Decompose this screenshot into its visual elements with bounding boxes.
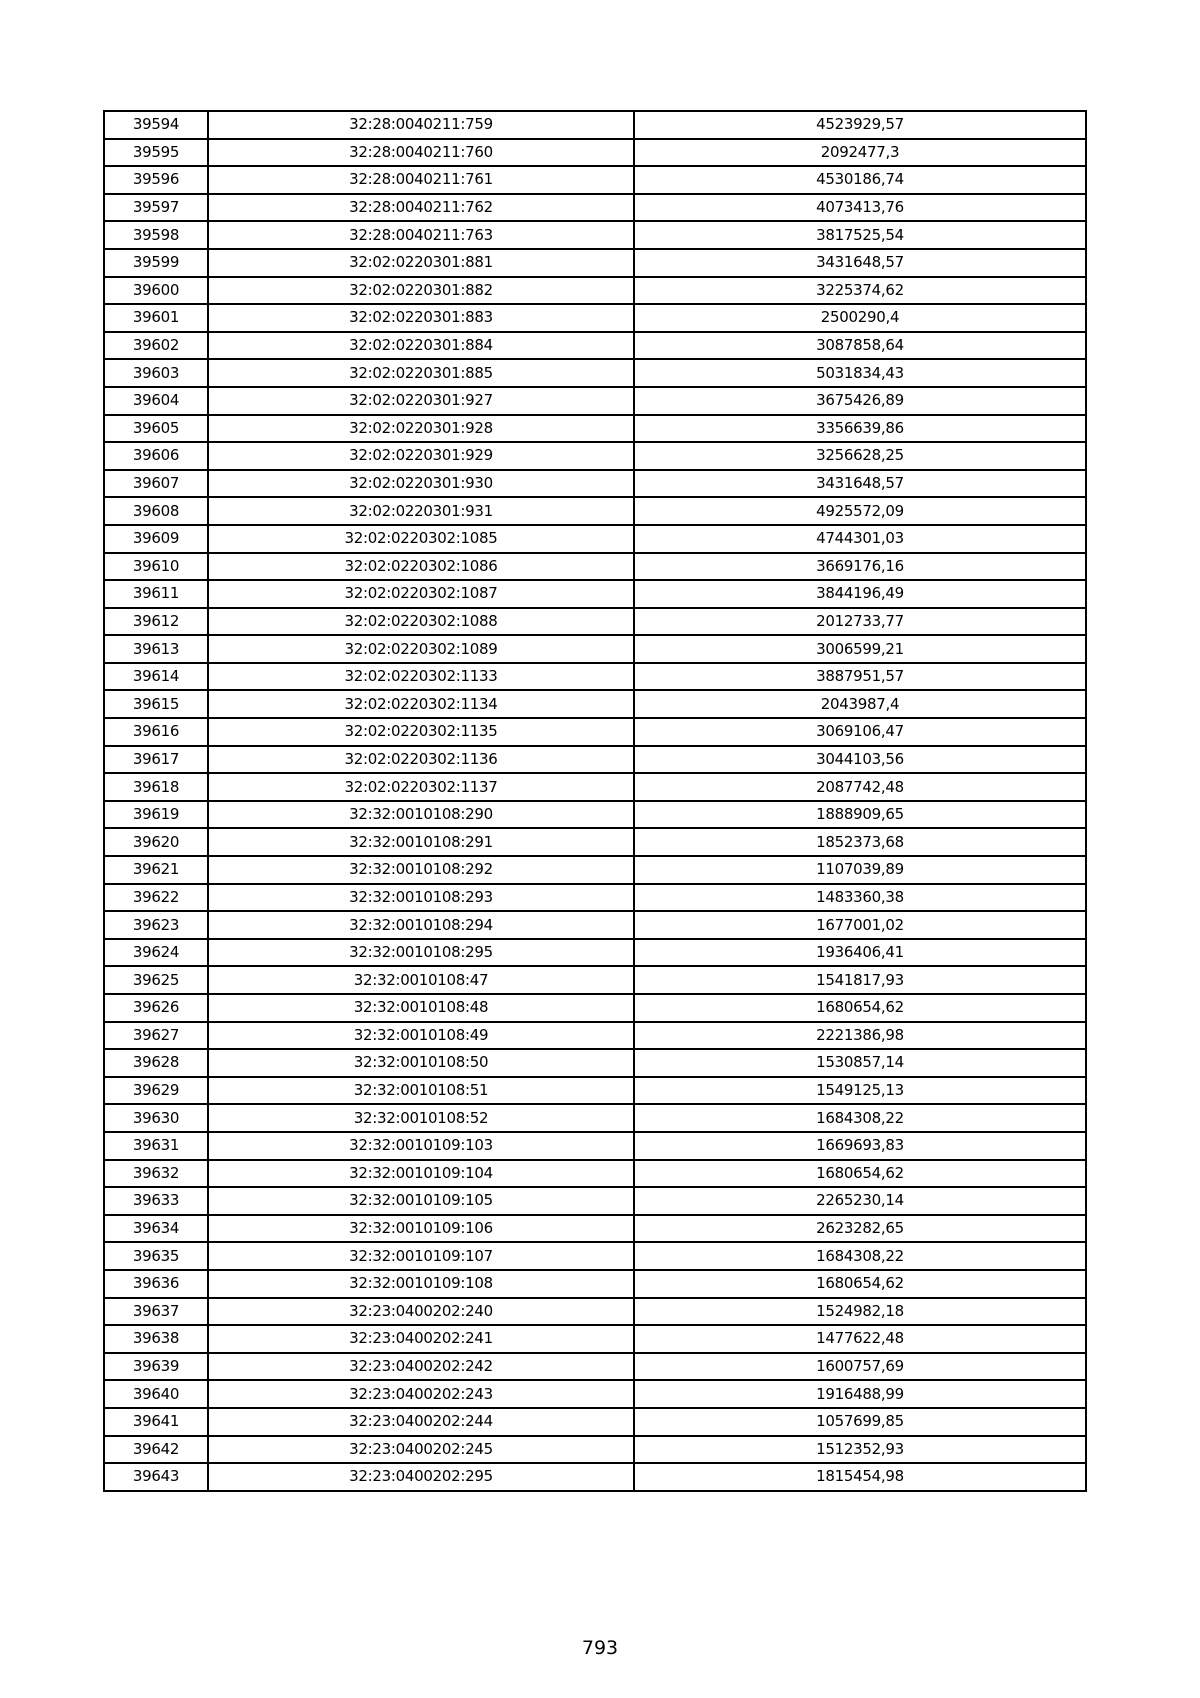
value-cell: 2087742,48	[634, 773, 1086, 801]
value-cell: 3225374,62	[634, 277, 1086, 305]
cadastral-number-cell: 32:02:0220301:882	[208, 277, 634, 305]
value-cell: 1852373,68	[634, 828, 1086, 856]
table-row	[104, 166, 1086, 194]
row-number-cell: 39627	[104, 1022, 208, 1050]
row-number-cell: 39635	[104, 1242, 208, 1270]
value-cell: 3669176,16	[634, 553, 1086, 581]
value-cell: 4925572,09	[634, 497, 1086, 525]
row-number-cell: 39639	[104, 1353, 208, 1381]
cadastral-number-cell: 32:02:0220302:1088	[208, 608, 634, 636]
cadastral-number-cell: 32:23:0400202:245	[208, 1436, 634, 1464]
cadastral-number-cell: 32:32:0010108:291	[208, 828, 634, 856]
row-number-cell: 39622	[104, 884, 208, 912]
table-body	[104, 111, 1086, 1491]
cadastral-number-cell: 32:02:0220301:930	[208, 470, 634, 498]
value-cell: 1549125,13	[634, 1077, 1086, 1105]
row-number-cell: 39629	[104, 1077, 208, 1105]
table-row	[104, 994, 1086, 1022]
row-number-cell: 39596	[104, 166, 208, 194]
value-cell: 3675426,89	[634, 387, 1086, 415]
value-cell: 1483360,38	[634, 884, 1086, 912]
value-cell: 1680654,62	[634, 994, 1086, 1022]
row-number-cell: 39637	[104, 1298, 208, 1326]
table-row	[104, 1298, 1086, 1326]
row-number-cell: 39610	[104, 553, 208, 581]
value-cell: 3887951,57	[634, 663, 1086, 691]
row-number-cell: 39643	[104, 1463, 208, 1491]
row-number-cell: 39621	[104, 856, 208, 884]
table-row	[104, 332, 1086, 360]
table-row	[104, 663, 1086, 691]
value-cell: 3044103,56	[634, 746, 1086, 774]
table-row	[104, 1408, 1086, 1436]
value-cell: 1477622,48	[634, 1325, 1086, 1353]
cadastral-number-cell: 32:32:0010109:103	[208, 1132, 634, 1160]
cadastral-number-cell: 32:32:0010109:105	[208, 1187, 634, 1215]
table-row	[104, 1353, 1086, 1381]
row-number-cell: 39630	[104, 1104, 208, 1132]
table-row	[104, 773, 1086, 801]
table-row	[104, 1132, 1086, 1160]
cadastral-number-cell: 32:02:0220302:1134	[208, 690, 634, 718]
table-row	[104, 415, 1086, 443]
row-number-cell: 39601	[104, 304, 208, 332]
value-cell: 1684308,22	[634, 1242, 1086, 1270]
row-number-cell: 39595	[104, 139, 208, 167]
row-number-cell: 39602	[104, 332, 208, 360]
table-row	[104, 718, 1086, 746]
cadastral-number-cell: 32:02:0220302:1089	[208, 635, 634, 663]
table-row	[104, 497, 1086, 525]
cadastral-number-cell: 32:02:0220301:885	[208, 359, 634, 387]
table-row	[104, 139, 1086, 167]
table-row	[104, 249, 1086, 277]
cadastral-number-cell: 32:02:0220301:881	[208, 249, 634, 277]
table-row	[104, 1463, 1086, 1491]
row-number-cell: 39634	[104, 1215, 208, 1243]
row-number-cell: 39599	[104, 249, 208, 277]
cadastral-number-cell: 32:23:0400202:242	[208, 1353, 634, 1381]
cadastral-number-cell: 32:02:0220302:1086	[208, 553, 634, 581]
table-row	[104, 608, 1086, 636]
value-cell: 3087858,64	[634, 332, 1086, 360]
table-row	[104, 1242, 1086, 1270]
cadastral-number-cell: 32:32:0010108:50	[208, 1049, 634, 1077]
cadastral-number-cell: 32:23:0400202:241	[208, 1325, 634, 1353]
value-cell: 3006599,21	[634, 635, 1086, 663]
table-row	[104, 221, 1086, 249]
value-cell: 3069106,47	[634, 718, 1086, 746]
value-cell: 3844196,49	[634, 580, 1086, 608]
row-number-cell: 39600	[104, 277, 208, 305]
table-row	[104, 580, 1086, 608]
row-number-cell: 39642	[104, 1436, 208, 1464]
row-number-cell: 39608	[104, 497, 208, 525]
value-cell: 3431648,57	[634, 470, 1086, 498]
cadastral-number-cell: 32:02:0220301:883	[208, 304, 634, 332]
cadastral-number-cell: 32:32:0010108:293	[208, 884, 634, 912]
value-cell: 2265230,14	[634, 1187, 1086, 1215]
row-number-cell: 39612	[104, 608, 208, 636]
row-number-cell: 39632	[104, 1160, 208, 1188]
value-cell: 1530857,14	[634, 1049, 1086, 1077]
table-row	[104, 1077, 1086, 1105]
value-cell: 5031834,43	[634, 359, 1086, 387]
cadastral-number-cell: 32:32:0010108:49	[208, 1022, 634, 1050]
row-number-cell: 39603	[104, 359, 208, 387]
cadastral-number-cell: 32:32:0010108:47	[208, 966, 634, 994]
table-row	[104, 1022, 1086, 1050]
value-cell: 1684308,22	[634, 1104, 1086, 1132]
cadastral-number-cell: 32:02:0220302:1137	[208, 773, 634, 801]
table-row	[104, 1270, 1086, 1298]
value-cell: 4073413,76	[634, 194, 1086, 222]
table-row	[104, 553, 1086, 581]
table-row	[104, 470, 1086, 498]
cadastral-number-cell: 32:02:0220301:927	[208, 387, 634, 415]
table-row	[104, 359, 1086, 387]
table-row	[104, 525, 1086, 553]
cadastral-number-cell: 32:23:0400202:243	[208, 1380, 634, 1408]
cadastral-number-cell: 32:32:0010109:106	[208, 1215, 634, 1243]
row-number-cell: 39625	[104, 966, 208, 994]
cadastral-number-cell: 32:28:0040211:760	[208, 139, 634, 167]
row-number-cell: 39620	[104, 828, 208, 856]
value-cell: 2043987,4	[634, 690, 1086, 718]
table-row	[104, 635, 1086, 663]
cadastral-number-cell: 32:02:0220302:1085	[208, 525, 634, 553]
value-cell: 3817525,54	[634, 221, 1086, 249]
cadastral-number-cell: 32:28:0040211:761	[208, 166, 634, 194]
row-number-cell: 39616	[104, 718, 208, 746]
table-row	[104, 690, 1086, 718]
value-cell: 2221386,98	[634, 1022, 1086, 1050]
row-number-cell: 39609	[104, 525, 208, 553]
table-row	[104, 966, 1086, 994]
value-cell: 3256628,25	[634, 442, 1086, 470]
cadastral-number-cell: 32:28:0040211:762	[208, 194, 634, 222]
value-cell: 1936406,41	[634, 939, 1086, 967]
value-cell: 1600757,69	[634, 1353, 1086, 1381]
value-cell: 1107039,89	[634, 856, 1086, 884]
row-number-cell: 39594	[104, 111, 208, 139]
row-number-cell: 39633	[104, 1187, 208, 1215]
row-number-cell: 39613	[104, 635, 208, 663]
row-number-cell: 39607	[104, 470, 208, 498]
table-row	[104, 1187, 1086, 1215]
table-row	[104, 746, 1086, 774]
row-number-cell: 39617	[104, 746, 208, 774]
table-row	[104, 884, 1086, 912]
value-cell: 1916488,99	[634, 1380, 1086, 1408]
table-row	[104, 1325, 1086, 1353]
cadastral-number-cell: 32:02:0220302:1135	[208, 718, 634, 746]
cadastral-number-cell: 32:32:0010108:48	[208, 994, 634, 1022]
cadastral-number-cell: 32:02:0220301:884	[208, 332, 634, 360]
value-cell: 4523929,57	[634, 111, 1086, 139]
value-cell: 3356639,86	[634, 415, 1086, 443]
value-cell: 4530186,74	[634, 166, 1086, 194]
table-row	[104, 911, 1086, 939]
table-row	[104, 1215, 1086, 1243]
table-row	[104, 304, 1086, 332]
row-number-cell: 39606	[104, 442, 208, 470]
value-cell: 3431648,57	[634, 249, 1086, 277]
value-cell: 1677001,02	[634, 911, 1086, 939]
row-number-cell: 39605	[104, 415, 208, 443]
value-cell: 2623282,65	[634, 1215, 1086, 1243]
table-row	[104, 1436, 1086, 1464]
cadastral-number-cell: 32:02:0220302:1136	[208, 746, 634, 774]
value-cell: 4744301,03	[634, 525, 1086, 553]
value-cell: 1815454,98	[634, 1463, 1086, 1491]
cadastral-number-cell: 32:32:0010108:290	[208, 801, 634, 829]
value-cell: 1057699,85	[634, 1408, 1086, 1436]
row-number-cell: 39597	[104, 194, 208, 222]
table-row	[104, 1049, 1086, 1077]
row-number-cell: 39614	[104, 663, 208, 691]
value-cell: 1524982,18	[634, 1298, 1086, 1326]
table-row	[104, 1104, 1086, 1132]
cadastral-number-cell: 32:02:0220302:1133	[208, 663, 634, 691]
page-number: 793	[581, 1637, 619, 1659]
row-number-cell: 39636	[104, 1270, 208, 1298]
row-number-cell: 39624	[104, 939, 208, 967]
table-row	[104, 801, 1086, 829]
cadastral-number-cell: 32:23:0400202:240	[208, 1298, 634, 1326]
row-number-cell: 39641	[104, 1408, 208, 1436]
value-cell: 1512352,93	[634, 1436, 1086, 1464]
cadastral-number-cell: 32:28:0040211:763	[208, 221, 634, 249]
cadastral-number-cell: 32:32:0010108:295	[208, 939, 634, 967]
row-number-cell: 39611	[104, 580, 208, 608]
row-number-cell: 39631	[104, 1132, 208, 1160]
cadastral-number-cell: 32:02:0220301:929	[208, 442, 634, 470]
value-cell: 1888909,65	[634, 801, 1086, 829]
table-row	[104, 387, 1086, 415]
row-number-cell: 39628	[104, 1049, 208, 1077]
cadastral-number-cell: 32:32:0010109:108	[208, 1270, 634, 1298]
cadastral-number-cell: 32:32:0010108:292	[208, 856, 634, 884]
cadastral-number-cell: 32:32:0010108:52	[208, 1104, 634, 1132]
table-row	[104, 939, 1086, 967]
cadastral-number-cell: 32:02:0220301:931	[208, 497, 634, 525]
cadastral-number-cell: 32:23:0400202:295	[208, 1463, 634, 1491]
table-row	[104, 1380, 1086, 1408]
cadastral-number-cell: 32:32:0010109:104	[208, 1160, 634, 1188]
cadastral-number-cell: 32:02:0220301:928	[208, 415, 634, 443]
value-cell: 2092477,3	[634, 139, 1086, 167]
row-number-cell: 39623	[104, 911, 208, 939]
data-table	[103, 110, 1087, 1492]
row-number-cell: 39615	[104, 690, 208, 718]
table-row	[104, 194, 1086, 222]
table-row	[104, 856, 1086, 884]
value-cell: 1680654,62	[634, 1270, 1086, 1298]
row-number-cell: 39598	[104, 221, 208, 249]
table-row	[104, 828, 1086, 856]
row-number-cell: 39626	[104, 994, 208, 1022]
value-cell: 1541817,93	[634, 966, 1086, 994]
table-row	[104, 277, 1086, 305]
value-cell: 1669693,83	[634, 1132, 1086, 1160]
cadastral-number-cell: 32:28:0040211:759	[208, 111, 634, 139]
cadastral-number-cell: 32:32:0010108:51	[208, 1077, 634, 1105]
table-row	[104, 111, 1086, 139]
row-number-cell: 39640	[104, 1380, 208, 1408]
table-row	[104, 1160, 1086, 1188]
cadastral-number-cell: 32:32:0010109:107	[208, 1242, 634, 1270]
row-number-cell: 39618	[104, 773, 208, 801]
table-row	[104, 442, 1086, 470]
row-number-cell: 39619	[104, 801, 208, 829]
cadastral-number-cell: 32:02:0220302:1087	[208, 580, 634, 608]
row-number-cell: 39604	[104, 387, 208, 415]
value-cell: 2012733,77	[634, 608, 1086, 636]
row-number-cell: 39638	[104, 1325, 208, 1353]
value-cell: 2500290,4	[634, 304, 1086, 332]
cadastral-number-cell: 32:32:0010108:294	[208, 911, 634, 939]
cadastral-number-cell: 32:23:0400202:244	[208, 1408, 634, 1436]
value-cell: 1680654,62	[634, 1160, 1086, 1188]
